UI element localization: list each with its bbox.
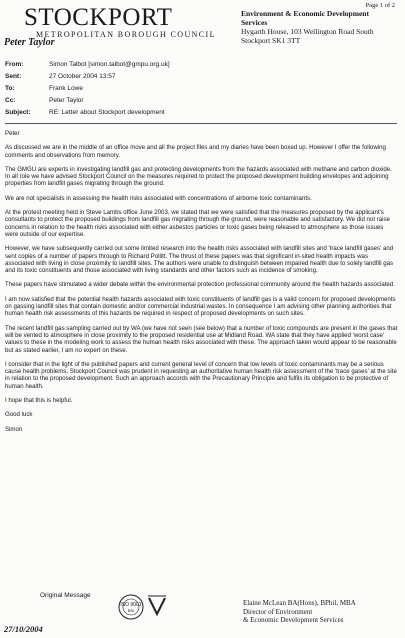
email-header-key: Cc: <box>5 97 16 104</box>
signature-line: Director of Environment <box>243 607 313 616</box>
page-number: Page 1 of 2 <box>365 2 395 9</box>
signature-line: & Economic Development Services <box>243 616 344 624</box>
handwritten-date: 27/10/2004 <box>4 624 43 634</box>
header-divider <box>5 123 397 124</box>
email-header-row <box>5 59 397 71</box>
email-header-value: Frank Lowe <box>49 85 83 92</box>
department-line: Services <box>241 18 268 27</box>
body-paragraph: I am now satisfied that the potential health hazards associated with toxic constituents of landfill gas is a valid concern for proposed developments on gassing landfill sites that contain domestic and/or commercial industrial wastes. In consequence I am advising other planning authorities that human health risk assessments of this hazards be required in respect of proposed developments on such sites. <box>5 295 396 318</box>
email-header-value: Peter Taylor <box>49 97 84 104</box>
body-paragraph: I hope that this is helpful. <box>5 397 73 405</box>
body-paragraph: However, we have subsequently carried out some limited research into the health risks associated with landfill sites and 'trace landfill gases' and sent copies of a number of papers through to Richard Pollitt. The thrust of these papers was that significant in-sited health impacts was associated with living in close proximity to landfill sites. The authors were unable to distinguish between impaired health due to solely landfill gas and its toxic constituents and those associated with living standards and other factors such as incidence of smoking. <box>5 245 394 275</box>
email-header-value: RE: Letter about Stockport development <box>49 109 165 116</box>
body-paragraph: At the protest meeting held in Steve Lambs office June 2003, we stated that we were satisfied that the measures proposed by the applicant's consultants to protect the proposed buildings from landfill gas migrating through the ground, were reasonable and satisfactory. We did not raise concerns in relation to the health risks associated with either asbestos particles or toxic gases being released to atmosphere as those issues were outside of our expertise. <box>5 209 390 238</box>
logo-wordmark: STOCKPORT <box>24 4 173 31</box>
email-header-key: Sent: <box>5 73 22 80</box>
signature-line: Elaine McLean BA(Hons), BPhil, MBA <box>243 599 356 607</box>
letter-footer <box>0 590 405 638</box>
council-logo <box>24 6 216 39</box>
body-paragraph: As discussed we are in the middle of an office move and all the project files and my diaries have been boxed up. However I offer the following comments and observations from memory. <box>5 144 386 159</box>
quality-mark-icon <box>146 594 168 618</box>
department-line: Environment & Economic Development <box>241 9 369 18</box>
email-header-key: To: <box>5 85 15 92</box>
department-line: Hygarth House, 103 Wellington Road South <box>241 27 374 36</box>
body-paragraph: We are not specialists in assessing the health risks associated with concentrations of airborne toxic contaminants. <box>5 194 312 202</box>
email-header-key: From: <box>5 61 24 68</box>
email-header-key: Subject: <box>5 109 31 116</box>
email-header-value: 27 October 2004 13:57 <box>49 73 116 80</box>
body-paragraph: The GMGU are experts in investigating landfill gas and protecting developments from the hazards associated with methane and carbon dioxide. In all role we have advised Stockport Council on the measures required to protect the proposed development building envelopes and adjoining properties from landfill gases migrating through the ground. <box>5 165 392 188</box>
body-paragraph: Simon <box>5 425 23 433</box>
department-address <box>241 9 403 45</box>
email-header <box>5 59 397 119</box>
email-header-row <box>5 95 397 107</box>
body-paragraph: These papers have stimulated a wider debate within the environmental protection professional community around the health hazards associated. <box>5 281 395 289</box>
department-line: Stockport SK1 3TT <box>241 36 301 45</box>
body-paragraph: I consider that in the light of the published papers and current general level of concern that low levels of toxic contaminants may be a serious cause health problems, Stockport Council was prudent in requesting an authoritative human health risk assessment of the 'trace gases' at the site in relation to the proposed development. Such an approach accords with the Precautionary Principle and fulfils its obligation to be protective of human health. <box>5 360 397 390</box>
email-header-row <box>5 83 397 95</box>
body-paragraph: The recent landfill gas sampling carried out by WA (we have not seen (see below) that a number of toxic compounds are present in the gases that will be vented to atmosphere in close proximity to the proposed residential use at Midland Road. WA state that they have applied 'worst case' values to these in the modeling work to assess the human health risks associated with these. The approach taken would appear to be reasonable but as stated earlier, I am no expert on these. <box>5 324 398 354</box>
signature-block <box>243 599 356 625</box>
body-paragraph: Good luck <box>5 411 33 419</box>
email-header-row <box>5 107 397 119</box>
logo-subtitle: METROPOLITAN BOROUGH COUNCIL <box>36 30 216 39</box>
body-paragraph: Peter <box>5 130 20 137</box>
letter-body <box>5 130 398 440</box>
handwritten-name: Peter Taylor <box>4 37 55 48</box>
email-header-value: Simon Talbot [simon.talbot@gmpu.org.uk] <box>49 61 170 68</box>
badge-bsi-text: BSI <box>127 608 135 613</box>
iso-certification-icon <box>118 594 144 620</box>
email-header-row <box>5 71 397 83</box>
badge-iso-text: ISO 9001 <box>120 602 142 608</box>
original-message-label: Original Message <box>40 592 91 599</box>
